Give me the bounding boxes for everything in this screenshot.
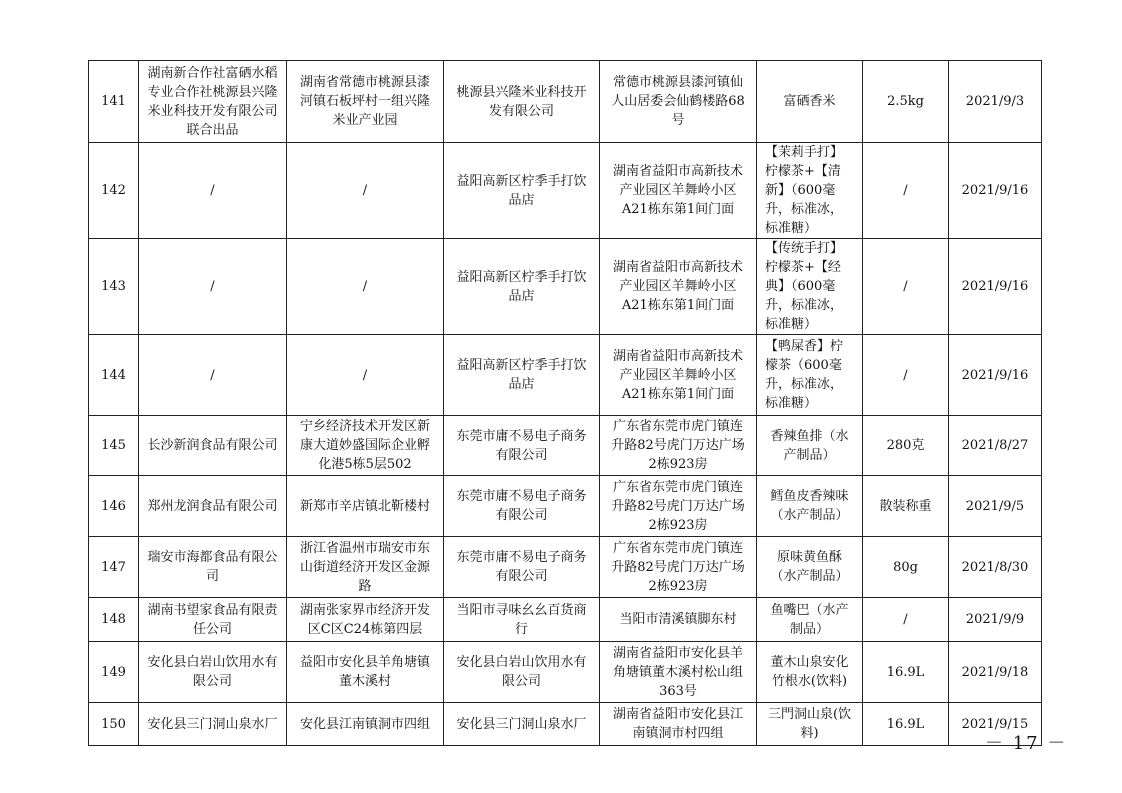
cell-seller: 益阳高新区柠季手打饮品店	[444, 143, 600, 239]
cell-seller-address: 广东省东莞市虎门镇连升路82号虎门万达广场2栋923房	[600, 537, 757, 598]
cell-producer: 安化县白岩山饮用水有限公司	[139, 642, 287, 703]
cell-seller: 东莞市庸不易电子商务有限公司	[444, 416, 600, 476]
cell-product: 富硒香米	[757, 61, 863, 143]
cell-date: 2021/9/9	[949, 598, 1042, 642]
cell-date: 2021/8/30	[949, 537, 1042, 598]
cell-date: 2021/9/16	[949, 143, 1042, 239]
cell-product: 【茉莉手打】柠檬茶+【清新】（600毫升，标准冰，标准糖）	[757, 143, 863, 239]
cell-spec: /	[863, 335, 949, 416]
cell-spec: 散装称重	[863, 476, 949, 537]
cell-product: 香辣鱼排（水产制品）	[757, 416, 863, 476]
cell-producer: 安化县三门洞山泉水厂	[139, 703, 287, 746]
cell-producer-address: 新郑市辛店镇北靳楼村	[287, 476, 444, 537]
cell-seller: 东莞市庸不易电子商务有限公司	[444, 476, 600, 537]
cell-seller-address: 当阳市清溪镇脚东村	[600, 598, 757, 642]
page-number: － 17 －	[985, 733, 1068, 754]
cell-seller-address: 湖南省益阳市高新技术产业园区羊舞岭小区A21栋东第1间门面	[600, 239, 757, 335]
cell-producer: 长沙新润食品有限公司	[139, 416, 287, 476]
table-row	[89, 416, 1042, 476]
cell-producer: /	[139, 143, 287, 239]
table-row	[89, 537, 1042, 598]
table-row	[89, 239, 1042, 335]
cell-seller: 益阳高新区柠季手打饮品店	[444, 239, 600, 335]
cell-product: 【鸭屎香】柠檬茶（600毫升，标准冰，标准糖）	[757, 335, 863, 416]
cell-producer: 瑞安市海都食品有限公司	[139, 537, 287, 598]
cell-seller: 益阳高新区柠季手打饮品店	[444, 335, 600, 416]
cell-date: 2021/9/16	[949, 239, 1042, 335]
cell-no: 141	[89, 61, 139, 143]
cell-seller-address: 湖南省益阳市高新技术产业园区羊舞岭小区A21栋东第1间门面	[600, 143, 757, 239]
cell-product: 三門洞山泉(饮料)	[757, 703, 863, 746]
cell-product: 原味黄鱼酥（水产制品）	[757, 537, 863, 598]
cell-seller: 安化县三门洞山泉水厂	[444, 703, 600, 746]
cell-no: 146	[89, 476, 139, 537]
table-row	[89, 476, 1042, 537]
cell-producer: 湖南新合作社富硒水稻专业合作社桃源县兴隆米业科技开发有限公司联合出品	[139, 61, 287, 143]
cell-date: 2021/9/3	[949, 61, 1042, 143]
cell-producer-address: /	[287, 143, 444, 239]
cell-no: 145	[89, 416, 139, 476]
cell-seller: 桃源县兴隆米业科技开发有限公司	[444, 61, 600, 143]
cell-spec: 16.9L	[863, 703, 949, 746]
cell-seller: 东莞市庸不易电子商务有限公司	[444, 537, 600, 598]
cell-seller: 当阳市寻味幺幺百货商行	[444, 598, 600, 642]
cell-date: 2021/9/16	[949, 335, 1042, 416]
cell-seller: 安化县白岩山饮用水有限公司	[444, 642, 600, 703]
cell-seller-address: 湖南省益阳市高新技术产业园区羊舞岭小区A21栋东第1间门面	[600, 335, 757, 416]
cell-producer-address: 宁乡经济技术开发区新康大道妙盛国际企业孵化港5栋5层502	[287, 416, 444, 476]
cell-producer-address: 浙江省温州市瑞安市东山街道经济开发区金源路	[287, 537, 444, 598]
cell-product: 【传统手打】柠檬茶+【经典】（600毫升，标准冰，标准糖）	[757, 239, 863, 335]
cell-producer-address: 益阳市安化县羊角塘镇董木溪村	[287, 642, 444, 703]
cell-no: 149	[89, 642, 139, 703]
cell-seller-address: 广东省东莞市虎门镇连升路82号虎门万达广场2栋923房	[600, 476, 757, 537]
cell-seller-address: 常德市桃源县漆河镇仙人山居委会仙鹤楼路68号	[600, 61, 757, 143]
cell-producer-address: /	[287, 335, 444, 416]
table-row	[89, 61, 1042, 143]
cell-seller-address: 广东省东莞市虎门镇连升路82号虎门万达广场2栋923房	[600, 416, 757, 476]
cell-producer: 郑州龙润食品有限公司	[139, 476, 287, 537]
cell-spec: /	[863, 239, 949, 335]
cell-product: 鱼嘴巴（水产制品）	[757, 598, 863, 642]
cell-no: 147	[89, 537, 139, 598]
cell-producer: /	[139, 239, 287, 335]
data-table	[88, 60, 1042, 746]
cell-no: 150	[89, 703, 139, 746]
cell-date: 2021/9/5	[949, 476, 1042, 537]
cell-date: 2021/8/27	[949, 416, 1042, 476]
table-row	[89, 642, 1042, 703]
cell-producer-address: 湖南省常德市桃源县漆河镇石板坪村一组兴隆米业产业园	[287, 61, 444, 143]
table-row	[89, 703, 1042, 746]
cell-spec: 80g	[863, 537, 949, 598]
cell-no: 142	[89, 143, 139, 239]
cell-producer: 湖南书望家食品有限责任公司	[139, 598, 287, 642]
table-row	[89, 598, 1042, 642]
cell-producer-address: 安化县江南镇洞市四组	[287, 703, 444, 746]
table-row	[89, 143, 1042, 239]
cell-no: 143	[89, 239, 139, 335]
cell-date: 2021/9/18	[949, 642, 1042, 703]
cell-spec: 2.5kg	[863, 61, 949, 143]
table-row	[89, 335, 1042, 416]
cell-spec: 16.9L	[863, 642, 949, 703]
cell-date: 2021/9/15	[949, 703, 1042, 746]
cell-producer: /	[139, 335, 287, 416]
cell-product: 鳕鱼皮香辣味（水产制品）	[757, 476, 863, 537]
cell-producer-address: 湖南张家界市经济开发区C区C24栋第四层	[287, 598, 444, 642]
cell-seller-address: 湖南省益阳市安化县江南镇洞市村四组	[600, 703, 757, 746]
cell-seller-address: 湖南省益阳市安化县羊角塘镇董木溪村松山组363号	[600, 642, 757, 703]
cell-no: 148	[89, 598, 139, 642]
cell-product: 董木山泉安化竹根水(饮料)	[757, 642, 863, 703]
cell-producer-address: /	[287, 239, 444, 335]
cell-spec: 280克	[863, 416, 949, 476]
cell-spec: /	[863, 143, 949, 239]
cell-no: 144	[89, 335, 139, 416]
cell-spec: /	[863, 598, 949, 642]
